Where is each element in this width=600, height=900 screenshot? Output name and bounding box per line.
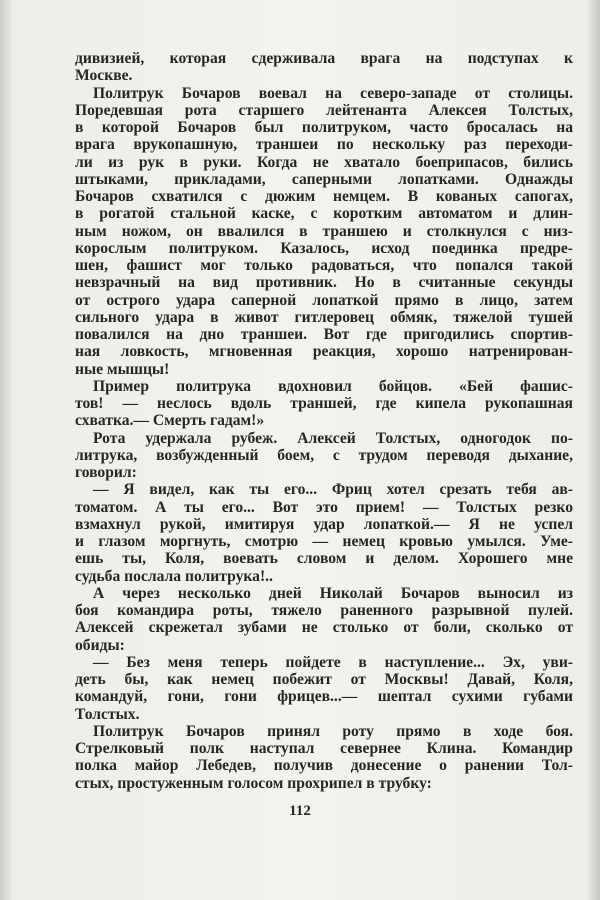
- page-body-text: [75, 50, 573, 792]
- text-line: Бочаров схватился с дюжим немцем. В кованых сапогах,: [75, 188, 573, 205]
- text-line: штыками, прикладами, саперными лопатками. Однажды: [75, 170, 573, 188]
- text-line: Толстых.: [75, 705, 140, 723]
- text-line: ли из рук в руки. Когда не хватало боеприпасов, бились: [75, 153, 573, 171]
- text-line: от острого удара саперной лопаткой прямо в лицо, затем: [75, 291, 573, 309]
- text-line: говорил:: [75, 464, 137, 481]
- text-line: Поредевшая рота старшего лейтенанта Алексея Толстых,: [75, 101, 573, 119]
- text-line: судьба послала политрука!..: [75, 567, 273, 585]
- text-line: ные мышцы!: [75, 360, 170, 378]
- text-line: командуй, гони, гони фрицев...— шептал сухими губами: [75, 688, 573, 706]
- text-line: схватка.— Смерть гадам!»: [75, 412, 265, 430]
- text-line: сильного удара в живот гитлеровец обмяк, тяжелой тушей: [75, 308, 573, 326]
- text-line: Рота удержала рубеж. Алексей Толстых, одногодок по-: [93, 429, 573, 447]
- text-line: Политрук Бочаров принял роту прямо в ходе боя.: [93, 722, 573, 740]
- text-line: Политрук Бочаров воевал на северо-западе от столицы.: [93, 84, 573, 102]
- text-line: повалился на дно траншеи. Вот где пригодились спортив-: [75, 326, 573, 343]
- text-line: Стрелковый полк наступал севернее Клина. Командир: [75, 740, 573, 757]
- text-line: — Без меня теперь пойдете в наступление... Эх, уви-: [93, 653, 573, 671]
- text-line: Пример политрука вдохновил бойцов. «Бей фашис-: [93, 377, 573, 395]
- text-line: томатом. А ты его... Вот это прием! — Толстых резко: [75, 498, 573, 516]
- text-line: полка майор Лебедев, получив донесение о ранении Тол-: [75, 757, 573, 775]
- text-line: невзрачный на вид противник. Но в считанные секунды: [75, 274, 573, 292]
- text-line: шен, фашист мог только радоваться, что попался такой: [75, 257, 573, 274]
- text-line: тов! — неслось вдоль траншей, где кипела рукопашная: [75, 395, 573, 412]
- text-line: и глазом моргнуть, смотрю — немец кровью умылся. Уме-: [75, 533, 573, 550]
- page-number: 112: [289, 803, 311, 819]
- text-line: литрука, возбужденный боем, с трудом переводя дыхание,: [75, 446, 573, 464]
- text-line: А через несколько дней Николай Бочаров выносил из: [93, 584, 573, 602]
- text-line: корослым политруком. Казалось, исход поединка предре-: [75, 239, 573, 257]
- text-line: стых, простуженным голосом прохрипел в трубку:: [75, 774, 432, 792]
- text-line: в рогатой стальной каске, с коротким автоматом и длин-: [75, 205, 573, 223]
- text-line: — Я видел, как ты его... Фриц хотел срезать тебя ав-: [93, 481, 573, 499]
- text-line: боя командира роты, тяжело раненного разрывной пулей.: [75, 602, 573, 619]
- text-line: ная ловкость, мгновенная реакция, хорошо натренирован-: [75, 343, 573, 361]
- text-line: обиды:: [75, 636, 125, 654]
- text-line: врага врукопашную, траншеи по нескольку раз переходи-: [75, 136, 573, 154]
- text-line: деть бы, как немец побежит от Москвы! Давай, Коля,: [75, 671, 573, 688]
- text-line: в которой Бочаров был политруком, часто бросалась на: [75, 119, 573, 136]
- text-line: ешь ты, Коля, воевать словом и делом. Хорошего мне: [75, 550, 573, 568]
- text-line: дивизией, которая сдерживала врага на подступах к: [75, 50, 573, 67]
- text-line: взмахнул рукой, имитируя удар лопаткой.— Я не успел: [75, 515, 573, 533]
- text-line: Москве.: [75, 67, 133, 85]
- text-line: ным ножом, он ввалился в траншею и столкнулся с низ-: [75, 222, 573, 240]
- text-line: Алексей скрежетал зубами не столько от боли, сколько от: [75, 619, 573, 637]
